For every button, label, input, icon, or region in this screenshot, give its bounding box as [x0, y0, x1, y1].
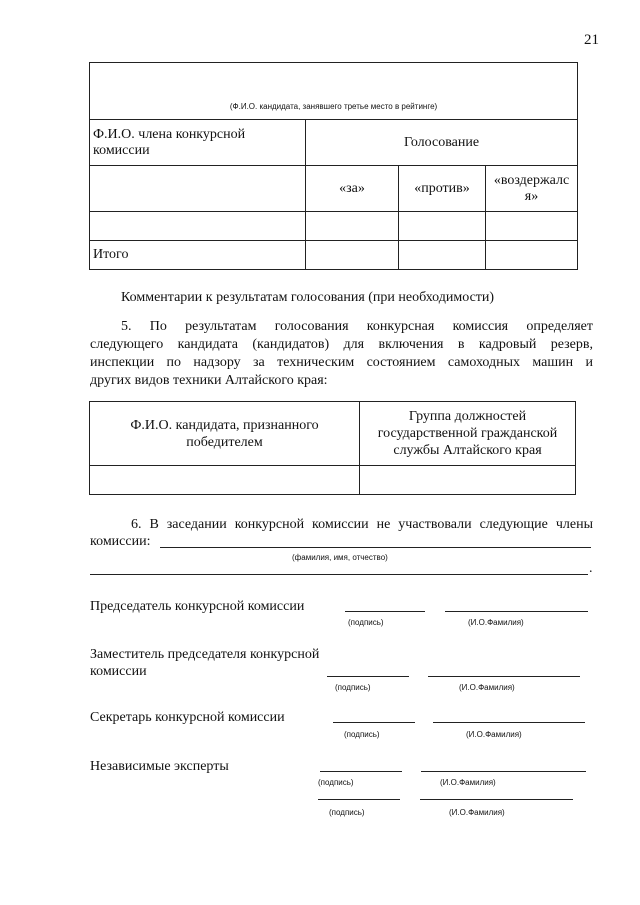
comments-line: Комментарии к результатам голосования (при необходимости) — [121, 290, 495, 305]
expert2-sign-caption: (подпись) — [329, 808, 365, 817]
deputy-label-line1: Заместитель председателя конкурсной — [90, 647, 320, 662]
deputy-label-line2: комиссии — [90, 664, 147, 679]
candidate-caption: (Ф.И.О. кандидата, занявшего третье место в рейтинге) — [229, 102, 438, 111]
section5-line4: других видов техники Алтайского края: — [90, 373, 328, 388]
winner-col-group: Группа должностей государственной гражданской службы Алтайского края — [360, 402, 576, 466]
chairman-label: Председатель конкурсной комиссии — [90, 599, 305, 614]
voting-table — [89, 62, 578, 270]
chairman-sign-caption: (подпись) — [348, 618, 384, 627]
section5-line1: 5. По результатам голосования конкурсная комиссия определяет — [121, 319, 593, 334]
experts-label: Независимые эксперты — [90, 759, 229, 774]
end-dot: . — [589, 561, 593, 576]
expert2-name-caption: (И.О.Фамилия) — [449, 808, 505, 817]
section5-line3: инспекции по надзору за техническим состоянием самоходных машин и — [90, 355, 593, 370]
winner-table — [89, 401, 576, 495]
chairman-name-caption: (И.О.Фамилия) — [468, 618, 524, 627]
absent-members-caption: (фамилия, имя, отчество) — [292, 553, 388, 562]
page-number: 21 — [584, 32, 599, 48]
expert1-name-caption: (И.О.Фамилия) — [440, 778, 496, 787]
secretary-name-caption: (И.О.Фамилия) — [466, 730, 522, 739]
deputy-name-caption: (И.О.Фамилия) — [459, 683, 515, 692]
secretary-label: Секретарь конкурсной комиссии — [90, 710, 285, 725]
section6-line1: 6. В заседании конкурсной комиссии не участвовали следующие члены — [131, 517, 593, 532]
col-against: «против» — [399, 166, 486, 212]
col-abstained: «воздержался» — [486, 166, 578, 212]
deputy-sign-caption: (подпись) — [335, 683, 371, 692]
expert1-sign-caption: (подпись) — [318, 778, 354, 787]
section5-line2: следующего кандидата (кандидатов) для включения в кадровый резерв, — [90, 337, 593, 352]
col-for: «за» — [306, 166, 399, 212]
winner-col-name: Ф.И.О. кандидата, признанного победителем — [90, 402, 360, 466]
voting-header: Голосование — [306, 120, 578, 166]
section6-line2: комиссии: — [90, 534, 151, 549]
total-label: Итого — [90, 241, 306, 270]
member-header: Ф.И.О. члена конкурсной комиссии — [90, 120, 306, 166]
secretary-sign-caption: (подпись) — [344, 730, 380, 739]
